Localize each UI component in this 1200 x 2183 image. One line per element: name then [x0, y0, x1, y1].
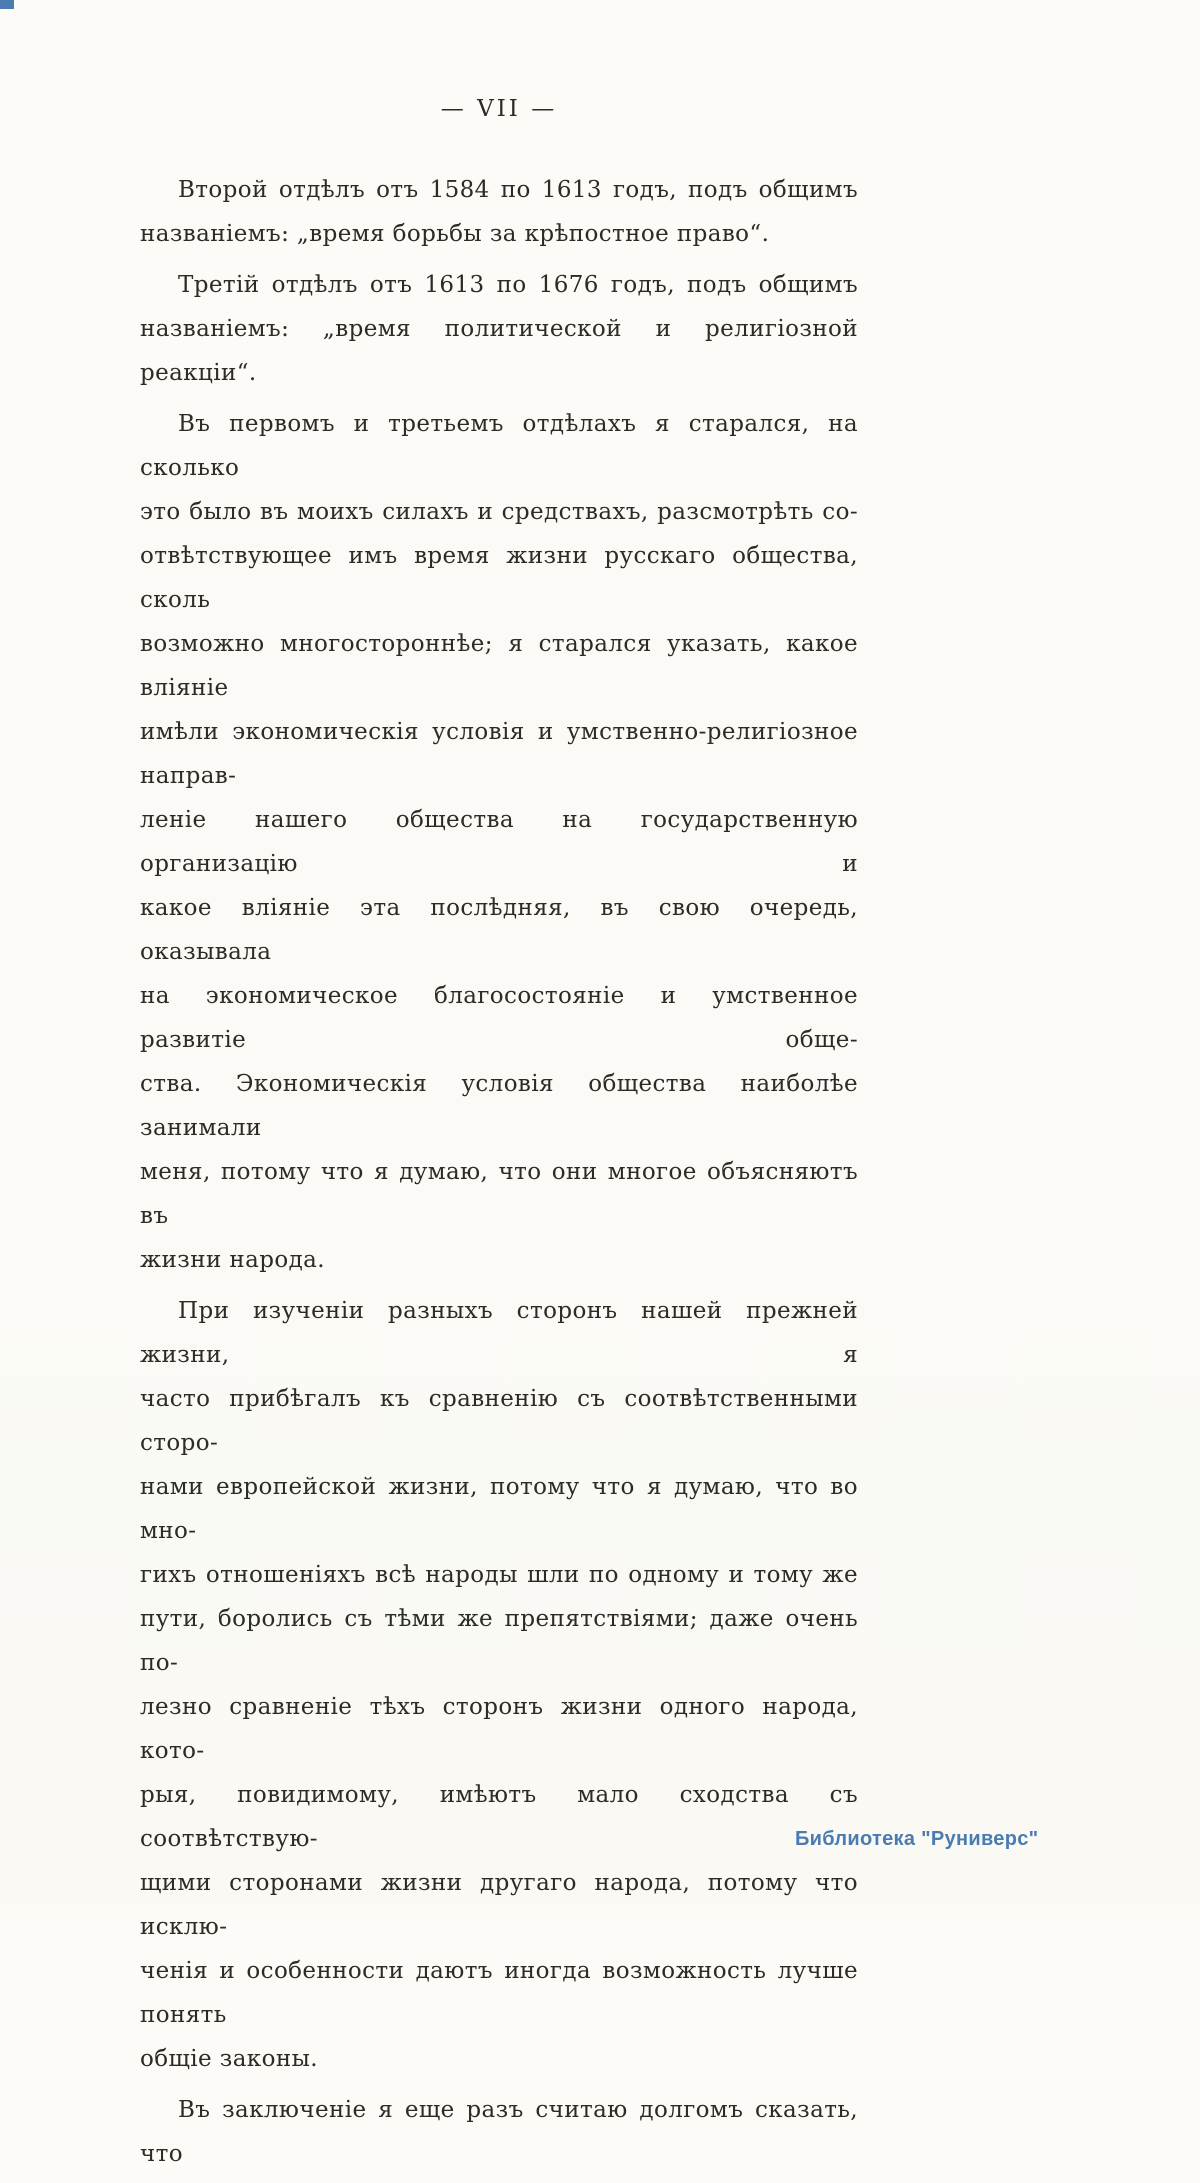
text-line: на экономическое благосостояніе и умственное развитіе обще- — [140, 983, 858, 1053]
text-line: возможно многостороннѣе; я старался указать, какое вліяніе — [140, 631, 858, 701]
text-line: леніе нашего общества на государственную организацію и — [140, 807, 858, 877]
text-line: При изученіи разныхъ сторонъ нашей прежней жизни, я — [140, 1298, 858, 1368]
text-line: Второй отдѣлъ отъ 1584 по 1613 годъ, подъ общимъ — [178, 177, 858, 203]
paragraph-4 — [140, 1289, 858, 2081]
paragraph-1 — [140, 168, 858, 256]
text-line: общіе законы. — [140, 2046, 318, 2072]
text-block — [140, 168, 858, 2183]
text-line: отвѣтствующее имъ время жизни русскаго общества, сколь — [140, 543, 858, 613]
paragraph-2 — [140, 263, 858, 395]
text-line: ченія и особенности даютъ иногда возможность лучше понять — [140, 1958, 858, 2028]
text-line: жизни народа. — [140, 1247, 325, 1273]
text-line: названіемъ: „время политической и религіозной реакціи“. — [140, 316, 858, 386]
text-line: часто прибѣгалъ къ сравненію съ соотвѣтственными сторо- — [140, 1386, 858, 1456]
page-number: — VII — — [440, 96, 558, 122]
paragraph-3 — [140, 402, 858, 1282]
library-watermark: Библиотека "Руниверс" — [795, 1828, 1039, 1850]
text-line: Въ первомъ и третьемъ отдѣлахъ я старался, на сколько — [140, 411, 858, 481]
text-line: меня, потому что я думаю, что они многое объясняютъ въ — [140, 1159, 858, 1229]
text-line: Въ заключеніе я еще разъ считаю долгомъ сказать, что — [140, 2097, 858, 2167]
text-line: щими сторонами жизни другаго народа, потому что исклю- — [140, 1870, 858, 1940]
text-line: ства. Экономическія условія общества наиболѣе занимали — [140, 1071, 858, 1141]
text-line: пути, боролись съ тѣми же препятствіями; даже очень по- — [140, 1606, 858, 1676]
text-line: гихъ отношеніяхъ всѣ народы шли по одному и тому же — [140, 1562, 858, 1588]
text-line: рыя, повидимому, имѣютъ мало сходства съ соотвѣтствую- — [140, 1782, 858, 1852]
text-line: имѣли экономическія условія и умственно-религіозное направ- — [140, 719, 858, 789]
text-line: нами европейской жизни, потому что я думаю, что во мно- — [140, 1474, 858, 1544]
text-line: лезно сравненіе тѣхъ сторонъ жизни одного народа, кото- — [140, 1694, 858, 1764]
text-line: названіемъ: „время борьбы за крѣпостное право“. — [140, 221, 770, 247]
text-line: это было въ моихъ силахъ и средствахъ, разсмотрѣть со- — [140, 499, 858, 525]
text-line: какое вліяніе эта послѣдняя, въ свою очередь, оказывала — [140, 895, 858, 965]
scan-corner-mark — [0, 0, 14, 9]
text-line: Третій отдѣлъ отъ 1613 по 1676 годъ, подъ общимъ — [178, 272, 858, 298]
paragraph-5 — [140, 2088, 858, 2176]
